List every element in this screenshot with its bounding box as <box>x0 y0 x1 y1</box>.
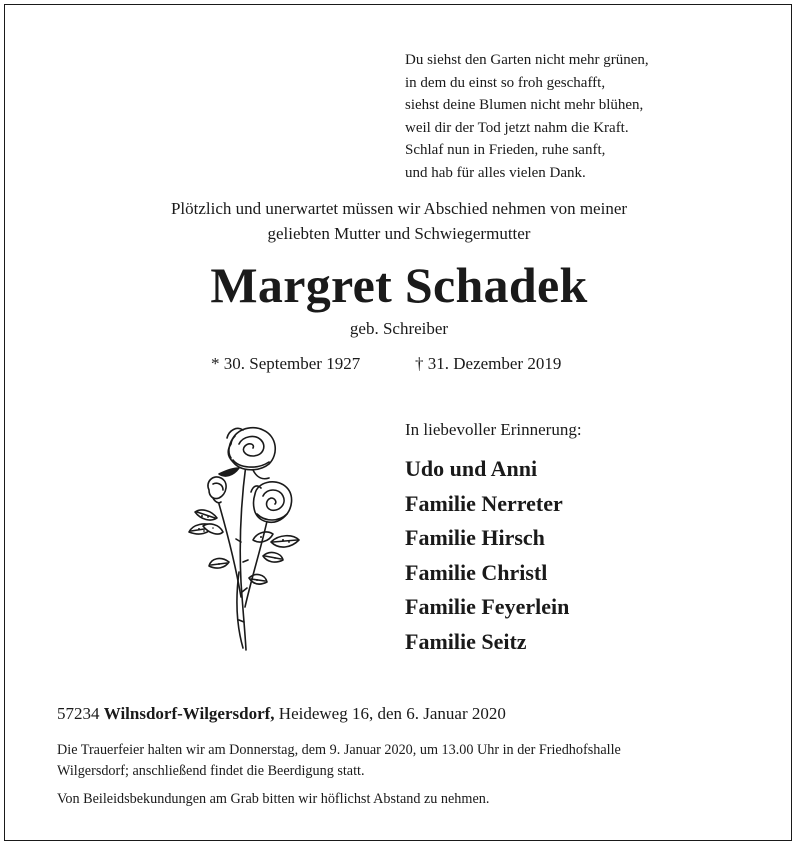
obituary-frame <box>4 4 792 841</box>
mourners-heading: In liebevoller Erinnerung: <box>405 420 582 439</box>
address-date: Heideweg 16, den 6. Januar 2020 <box>278 704 506 723</box>
funeral-notice: Wilgersdorf; anschließend findet die Beerdigung statt. <box>57 763 365 779</box>
poem <box>405 49 649 184</box>
address-zip: 57234 <box>57 704 100 723</box>
poem-line: und hab für alles vielen Dank. <box>405 164 586 181</box>
deceased-name: Margret Schadek <box>210 257 588 313</box>
condolence-notice: Von Beileidsbekundungen am Grab bitten wir höflichst Abstand zu nehmen. <box>57 791 490 807</box>
birth-date: * 30. September 1927 <box>211 354 361 373</box>
mourners-list <box>405 452 569 660</box>
poem-line: siehst deine Blumen nicht mehr blühen, <box>405 97 644 113</box>
address-place: Wilnsdorf-Wilgersdorf, <box>103 704 275 723</box>
mourner-name: Familie Seitz <box>405 628 527 654</box>
funeral-notice: Die Trauerfeier halten wir am Donnerstag, dem 9. Januar 2020, um 13.00 Uhr in der Friedhofshalle <box>57 742 621 758</box>
poem-line: Du siehst den Garten nicht mehr grünen, <box>405 52 649 68</box>
poem-line: Schlaf nun in Frieden, ruhe sanft, <box>405 142 606 158</box>
mourner-name: Familie Christl <box>405 559 548 585</box>
intro-text: geliebten Mutter und Schwiegermutter <box>267 224 531 243</box>
mourner-name: Familie Nerreter <box>405 490 563 516</box>
poem-line: in dem du einst so froh geschafft, <box>405 74 606 91</box>
address-line <box>57 702 506 726</box>
rose-illustration <box>183 422 303 654</box>
intro-text: Plötzlich und unerwartet müssen wir Abschied nehmen von meiner <box>170 199 628 218</box>
death-date: † 31. Dezember 2019 <box>415 354 562 373</box>
mourner-name: Udo und Anni <box>405 456 538 481</box>
poem-line: weil dir der Tod jetzt nahm die Kraft. <box>405 119 629 136</box>
birth-name: geb. Schreiber <box>349 319 449 338</box>
mourner-name: Familie Feyerlein <box>405 594 570 620</box>
mourner-name: Familie Hirsch <box>405 525 545 551</box>
